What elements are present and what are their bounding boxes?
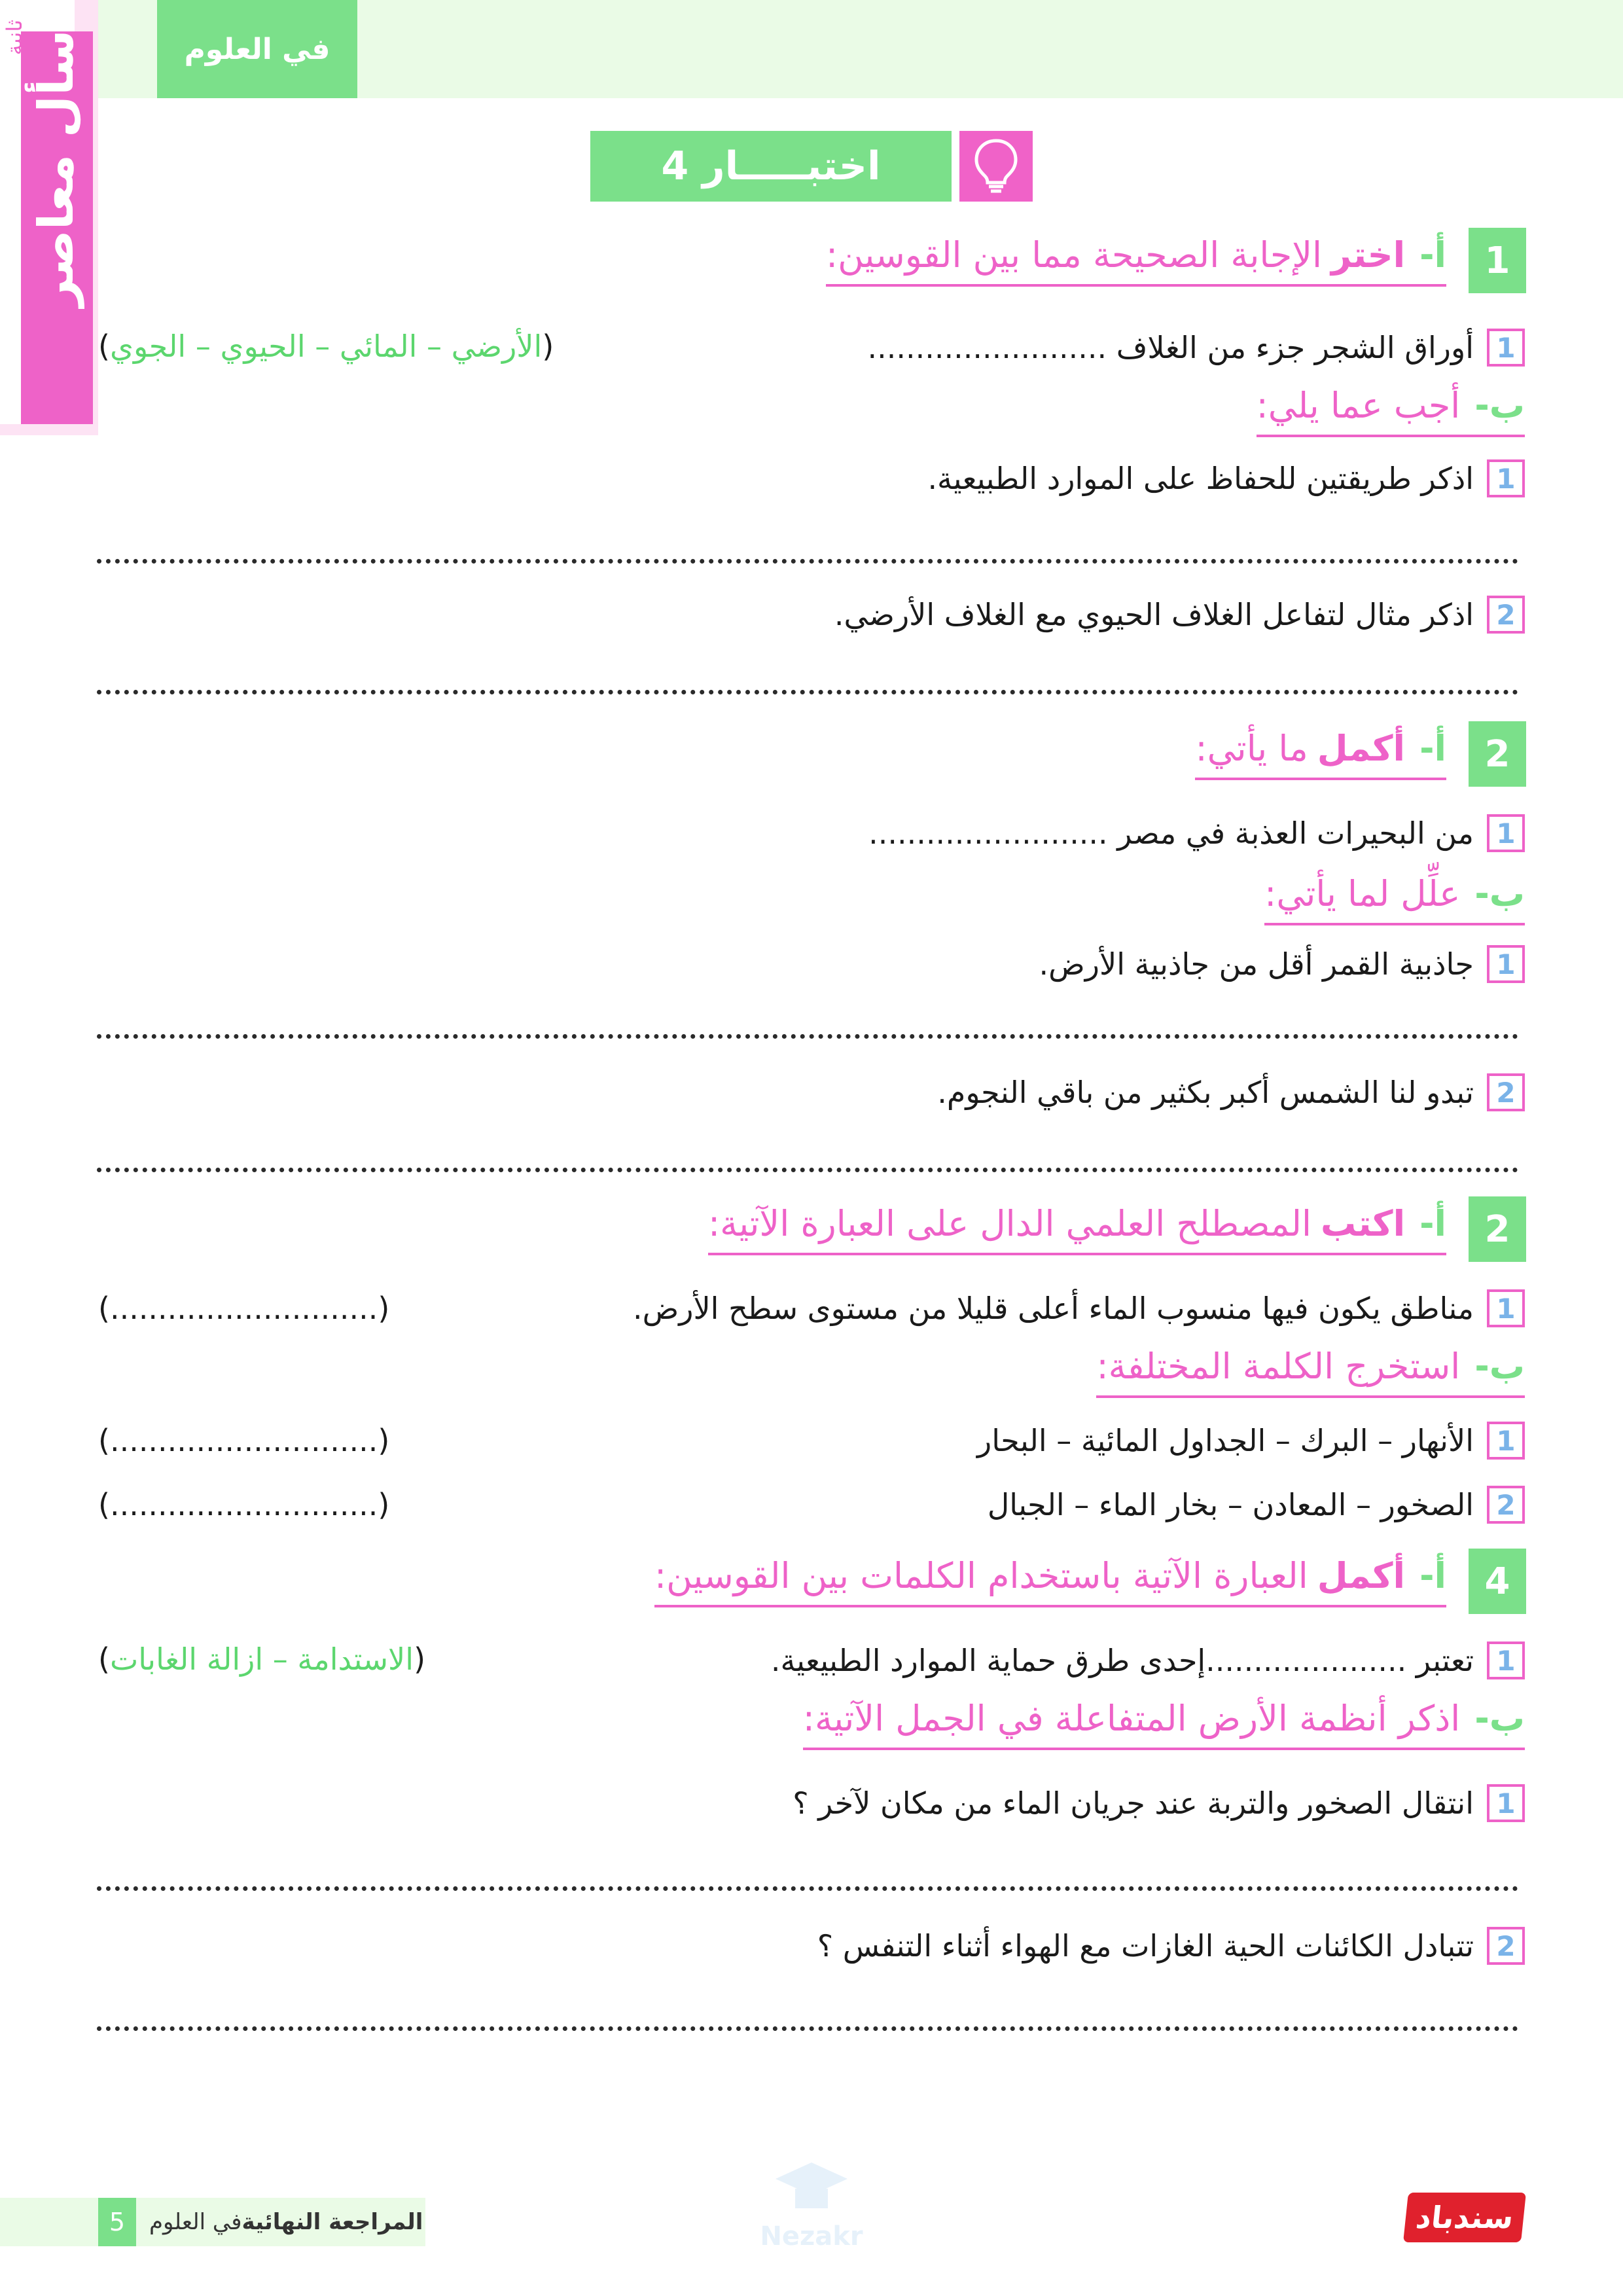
- item-number: 2: [1487, 1927, 1525, 1965]
- question-heading: [654, 1549, 1446, 1607]
- option-separator: –: [263, 1641, 298, 1677]
- question-item: [1039, 945, 1525, 983]
- question-text: استخرج الكلمة المختلفة:: [1096, 1345, 1461, 1387]
- lightbulb-icon: [959, 131, 1033, 202]
- item-number: 1: [1487, 329, 1525, 367]
- watermark: [726, 2121, 897, 2251]
- question-item: [937, 1073, 1525, 1111]
- question-letter: أ-: [1419, 1202, 1446, 1244]
- subject-tab: في العلوم: [157, 0, 357, 98]
- question-item: [771, 1641, 1525, 1679]
- answer-options: [98, 329, 554, 364]
- question-letter: أ-: [1419, 234, 1446, 276]
- item-number: 1: [1487, 1784, 1525, 1822]
- item-number: 1: [1487, 814, 1525, 852]
- section-number: 2: [1469, 1196, 1526, 1262]
- section-number: 2: [1469, 721, 1526, 787]
- question-item: [988, 1486, 1525, 1524]
- question-verb: اختر: [1331, 234, 1406, 276]
- question-heading: [1195, 721, 1446, 780]
- answer-blank[interactable]: (............................): [98, 1423, 390, 1458]
- paren-close: ): [98, 1641, 110, 1677]
- question-heading: [1096, 1339, 1525, 1398]
- answer-line[interactable]: [97, 690, 1518, 694]
- item-text: من البحيرات العذبة في مصر .........................: [868, 816, 1474, 851]
- footer-title: [149, 2198, 429, 2246]
- question-heading: [708, 1196, 1446, 1255]
- question-heading: [803, 1691, 1525, 1750]
- footer-title-rest: في العلوم: [149, 2209, 242, 2235]
- question-item: [977, 1422, 1525, 1460]
- question-verb: أكمل: [1317, 1554, 1406, 1596]
- option: الأرضي: [451, 329, 543, 364]
- question-text: العبارة الآتية باستخدام الكلمات بين القوسين:: [654, 1554, 1308, 1596]
- question-text: اذكر أنظمة الأرض المتفاعلة في الجمل الآتية:: [802, 1697, 1461, 1739]
- option: الحيوي: [220, 329, 306, 364]
- question-letter: ب-: [1474, 1697, 1525, 1739]
- answer-line[interactable]: [97, 1168, 1518, 1172]
- answer-options: [98, 1641, 425, 1677]
- answer-line[interactable]: [97, 1886, 1518, 1891]
- question-heading: [1257, 378, 1525, 437]
- question-item: [834, 596, 1525, 634]
- graduation-cap-icon: [772, 2156, 851, 2221]
- question-letter: أ-: [1419, 1554, 1446, 1596]
- item-text: الصخور – المعادن – بخار الماء – الجبال: [987, 1487, 1474, 1522]
- item-text: مناطق يكون فيها منسوب الماء أعلى قليلا من مستوى سطح الأرض.: [633, 1291, 1474, 1326]
- question-item: [868, 329, 1525, 367]
- item-text: تعتبر .....................إحدى طرق حماية الموارد الطبيعية.: [770, 1643, 1474, 1678]
- question-letter: ب-: [1474, 872, 1525, 914]
- option: الاستدامة: [297, 1641, 414, 1677]
- option-separator: –: [305, 329, 340, 364]
- watermark-text: Nezakr: [760, 2221, 863, 2251]
- paren-open: (: [414, 1641, 426, 1677]
- question-verb: أكمل: [1317, 727, 1406, 769]
- item-text: اذكر طريقتين للحفاظ على الموارد الطبيعية.: [927, 461, 1474, 496]
- question-heading: [1264, 867, 1525, 925]
- item-text: انتقال الصخور والتربة عند جريان الماء من مكان لآخر ؟: [793, 1785, 1474, 1821]
- item-text: تبدو لنا الشمس أكبر بكثير من باقي النجوم.: [937, 1075, 1474, 1110]
- question-letter: ب-: [1474, 1345, 1525, 1387]
- question-item: [817, 1927, 1525, 1965]
- item-number: 1: [1487, 1422, 1525, 1460]
- item-text: أوراق الشجر جزء من الغلاف .........................: [867, 330, 1474, 365]
- side-subtitle: ثانية: [2, 20, 27, 56]
- answer-line[interactable]: [97, 1034, 1518, 1039]
- brand-logo: سندباد: [1403, 2193, 1526, 2242]
- question-item: [633, 1289, 1525, 1327]
- question-text: علِّل لما يأتي:: [1264, 872, 1461, 914]
- question-item: [793, 1784, 1525, 1822]
- answer-line[interactable]: [97, 559, 1518, 564]
- question-letter: ب-: [1474, 384, 1525, 426]
- option-separator: –: [417, 329, 452, 364]
- option: المائي: [339, 329, 418, 364]
- item-number: 1: [1487, 1289, 1525, 1327]
- answer-line[interactable]: [97, 2026, 1518, 2031]
- item-number: 1: [1487, 1641, 1525, 1679]
- item-number: 2: [1487, 596, 1525, 634]
- question-text: ما يأتي:: [1195, 727, 1308, 769]
- exam-title: اختبـــــار 4: [590, 131, 952, 202]
- question-text: أجب عما يلي:: [1256, 384, 1461, 426]
- question-verb: اكتب: [1320, 1202, 1406, 1244]
- question-letter: أ-: [1419, 727, 1446, 769]
- item-number: 2: [1487, 1486, 1525, 1524]
- side-strip: [0, 0, 98, 435]
- question-item: [927, 459, 1525, 497]
- paren-open: (: [542, 329, 554, 364]
- page-number: 5: [98, 2198, 136, 2246]
- answer-blank[interactable]: (............................): [98, 1487, 390, 1522]
- paren-close: ): [98, 329, 110, 364]
- section-number: 1: [1469, 228, 1526, 293]
- side-title: اسأل معاصر: [28, 13, 84, 307]
- option: الجوي: [109, 329, 187, 364]
- answer-blank[interactable]: (............................): [98, 1291, 390, 1326]
- item-text: جاذبية القمر أقل من جاذبية الأرض.: [1039, 946, 1474, 982]
- section-number: 4: [1469, 1549, 1526, 1614]
- item-number: 1: [1487, 945, 1525, 983]
- question-text: المصطلح العلمي الدال على العبارة الآتية:: [707, 1202, 1311, 1244]
- item-text: اذكر مثال لتفاعل الغلاف الحيوي مع الغلاف الأرضي.: [834, 597, 1474, 632]
- footer-title-bold: المراجعة النهائية: [241, 2209, 423, 2235]
- item-text: الأنهار – البرك – الجداول المائية – البحار: [977, 1423, 1474, 1458]
- item-number: 2: [1487, 1073, 1525, 1111]
- option-separator: –: [186, 329, 221, 364]
- item-number: 1: [1487, 459, 1525, 497]
- question-heading: [826, 228, 1446, 287]
- question-item: [868, 814, 1525, 852]
- item-text: تتبادل الكائنات الحية الغازات مع الهواء أثناء التنفس ؟: [817, 1928, 1474, 1964]
- option: ازالة الغابات: [109, 1641, 264, 1677]
- question-text: الإجابة الصحيحة مما بين القوسين:: [825, 234, 1323, 276]
